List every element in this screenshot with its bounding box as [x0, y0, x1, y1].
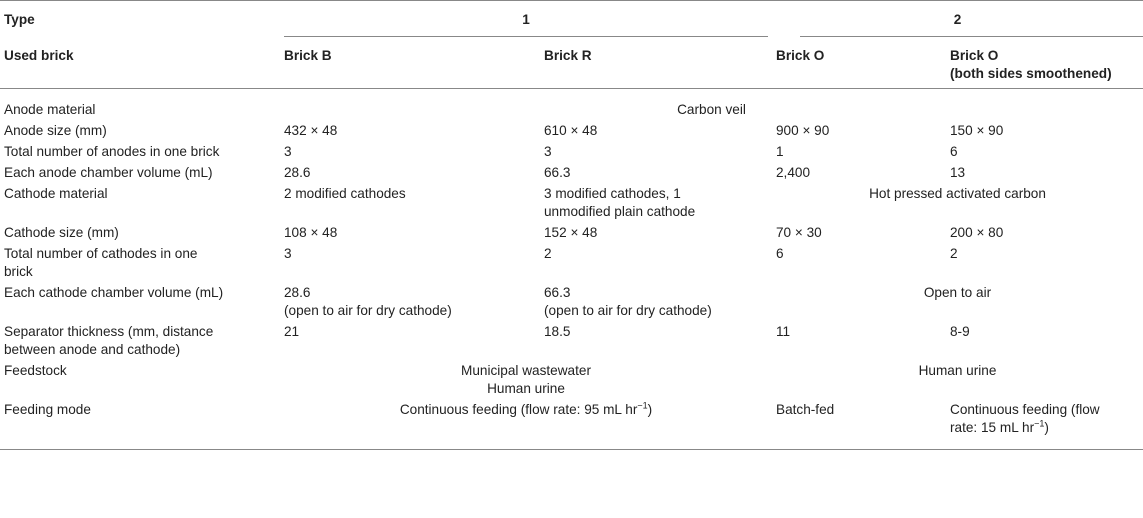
brick-r-header: Brick R	[540, 37, 772, 89]
used-brick-label: Used brick	[0, 37, 280, 89]
row-cathodes-count: Total number of cathodes in one brick 3 2 6 2	[4, 246, 958, 279]
row-cathode-material: Cathode material 2 modified cathodes 3 modified cathodes, 1 unmodified plain cathode Hot pressed activated carbon	[4, 186, 1046, 219]
row-feedstock: Feedstock Municipal wastewater Human urine Human urine	[4, 363, 997, 396]
brick-b-header: Brick B	[280, 37, 540, 89]
row-anode-material: Anode material Carbon veil	[4, 102, 746, 117]
group-2-header: 2	[772, 1, 1143, 38]
header-row-used-brick	[0, 37, 1143, 89]
type-label: Type	[0, 1, 280, 38]
brick-o-header: Brick O	[772, 37, 946, 89]
row-anode-size: Anode size (mm) 432 × 48 610 × 48 900 × 90 150 × 90	[4, 123, 1004, 138]
row-cathode-volume: Each cathode chamber volume (mL) 28.6 (open to air for dry cathode) 66.3 (open to air for dry cathode) Open to air	[4, 285, 992, 318]
header-row-type	[0, 1, 1143, 38]
row-anodes-count: Total number of anodes in one brick 3 3 1 6	[4, 144, 958, 159]
row-separator: Separator thickness (mm, distance between anode and cathode) 21 18.5 11 8-9	[4, 324, 970, 357]
row-anode-volume: Each anode chamber volume (mL) 28.6 66.3 2,400 13	[4, 165, 966, 180]
row-feeding-mode: Feeding mode Continuous feeding (flow rate: 95 mL $hr^{-1}$) Batch-fed Continuous feeding (flow rate: 15 mL $hr^{-1}$)	[0, 398, 1143, 450]
row-cathode-size: Cathode size (mm) 108 × 48 152 × 48 70 × 30 200 × 80	[4, 225, 1004, 240]
group-1-header: 1	[280, 1, 772, 38]
brick-o-smoothened-header: Brick O (both sides smoothened)	[946, 37, 1143, 89]
